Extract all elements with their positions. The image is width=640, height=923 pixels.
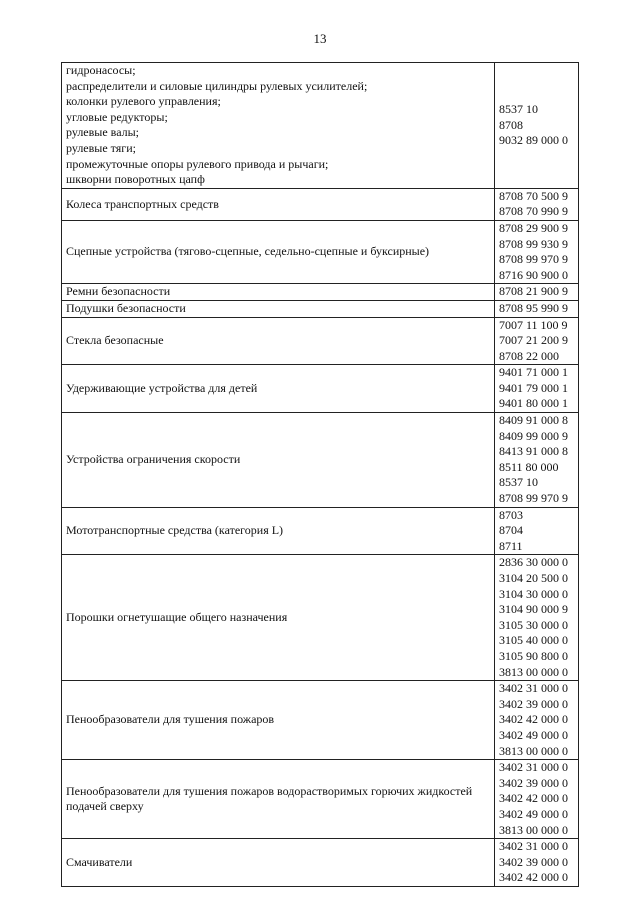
tnved-codes-cell [495,300,579,317]
table-row [62,188,579,220]
product-name-cell [62,63,495,189]
tnved-code: 3402 39 000 0 [499,775,568,790]
product-name: Подушки безопасности [66,300,186,315]
product-name-line: шкворни поворотных цапф [66,172,205,187]
product-name: Колеса транспортных средств [66,196,219,211]
tnved-code: 2836 30 000 0 [499,555,568,570]
tnved-codes-cell [495,317,579,365]
table-row [62,839,579,887]
tnved-code: 3402 39 000 0 [499,696,568,711]
table-row [62,284,579,301]
product-name-cell [62,760,495,839]
tnved-code: 3813 00 000 0 [499,743,568,758]
tnved-code: 3402 49 000 0 [499,727,568,742]
product-codes-table [61,62,579,887]
product-name-cell [62,681,495,760]
tnved-code: 3105 40 000 0 [499,633,568,648]
product-name: Ремни безопасности [66,284,171,299]
product-name-cell [62,220,495,283]
tnved-code: 8537 10 [499,101,538,116]
product-name-line: рулевые валы; [66,125,140,140]
product-name: Пенообразователи для тушения пожаров [66,712,275,727]
tnved-code: 8708 95 990 9 [499,300,568,315]
table-row [62,365,579,413]
tnved-code: 8708 99 970 9 [499,252,568,267]
product-name: Смачиватели [66,854,133,869]
tnved-codes-cell [495,839,579,887]
product-name-line: распределители и силовые цилиндры рулевых усилителей; [66,78,368,93]
tnved-code: 3402 42 000 0 [499,870,568,885]
product-name-line: угловые редукторы; [66,109,168,124]
product-name-cell [62,555,495,681]
tnved-code: 3104 30 000 0 [499,586,568,601]
tnved-code: 3402 31 000 0 [499,681,568,696]
tnved-code: 9401 71 000 1 [499,365,568,380]
tnved-code: 8511 80 000 [499,459,559,474]
tnved-codes-cell [495,365,579,413]
tnved-code: 3105 90 800 0 [499,648,568,663]
tnved-code: 7007 11 100 9 [499,317,568,332]
tnved-code: 8711 [499,538,523,553]
tnved-codes-cell [495,284,579,301]
product-name-cell [62,284,495,301]
tnved-code: 8708 22 000 [499,348,559,363]
product-name-line: колонки рулевого управления; [66,94,221,109]
product-name: Порошки огнетушащие общего назначения [66,609,288,624]
product-name-cell [62,413,495,508]
product-name-cell [62,507,495,555]
table-row [62,681,579,760]
tnved-code: 8708 70 990 9 [499,204,568,219]
table-body [62,63,579,887]
table-row [62,760,579,839]
product-name-cell [62,365,495,413]
tnved-code: 3402 31 000 0 [499,760,568,775]
tnved-code: 3813 00 000 0 [499,664,568,679]
table-row [62,220,579,283]
product-name-line: гидронасосы; [66,63,136,77]
tnved-codes-cell [495,555,579,681]
tnved-codes-cell [495,681,579,760]
product-name-cell [62,188,495,220]
tnved-code: 9401 79 000 1 [499,380,568,395]
tnved-code: 3402 31 000 0 [499,839,568,854]
tnved-code: 8703 [499,507,523,522]
tnved-code: 8708 70 500 9 [499,188,568,203]
tnved-code: 3402 42 000 0 [499,712,568,727]
tnved-code: 3402 49 000 0 [499,806,568,821]
tnved-code: 9032 89 000 0 [499,133,568,148]
product-name-line: промежуточные опоры рулевого привода и рычаги; [66,156,329,171]
product-name: Сцепные устройства (тягово-сцепные, седельно-сцепные и буксирные) [66,244,430,259]
product-name: Пенообразователи для тушения пожаров водорастворимых горючих жидкостей подачей сверху [66,783,473,814]
tnved-codes-cell [495,188,579,220]
page-number: 13 [313,31,327,46]
tnved-code: 8708 99 930 9 [499,236,568,251]
product-name-cell [62,300,495,317]
tnved-code: 8716 90 900 0 [499,267,568,282]
table-row [62,555,579,681]
table-row [62,507,579,555]
tnved-codes-cell [495,63,579,189]
tnved-code: 8413 91 000 8 [499,444,568,459]
tnved-code: 8708 99 970 9 [499,491,568,506]
product-name: Устройства ограничения скорости [66,452,241,467]
tnved-code: 8409 91 000 8 [499,413,568,428]
tnved-code: 3105 30 000 0 [499,617,568,632]
tnved-code: 8704 [499,523,523,538]
product-name: Удерживающие устройства для детей [66,380,258,395]
tnved-code: 9401 80 000 1 [499,396,568,411]
product-name-cell [62,317,495,365]
product-name-line: рулевые тяги; [66,140,136,155]
table-row [62,317,579,365]
tnved-codes-cell [495,507,579,555]
tnved-code: 3402 39 000 0 [499,854,568,869]
tnved-code: 8708 [499,117,523,132]
tnved-code: 8409 99 000 9 [499,428,568,443]
tnved-codes-cell [495,220,579,283]
tnved-code: 8708 29 900 9 [499,220,568,235]
tnved-code: 8708 21 900 9 [499,284,568,299]
product-name: Мототранспортные средства (категория L) [66,523,284,538]
tnved-code: 3104 20 500 0 [499,571,568,585]
tnved-code: 3402 42 000 0 [499,791,568,806]
table-row [62,300,579,317]
tnved-codes-cell [495,760,579,839]
table-row [62,63,579,189]
table-row [62,413,579,508]
tnved-code: 7007 21 200 9 [499,333,568,348]
product-name-cell [62,839,495,887]
tnved-codes-cell [495,413,579,508]
product-name: Стекла безопасные [66,333,164,348]
tnved-code: 3813 00 000 0 [499,822,568,837]
tnved-code: 3104 90 000 9 [499,602,568,617]
tnved-code: 8537 10 [499,475,538,490]
